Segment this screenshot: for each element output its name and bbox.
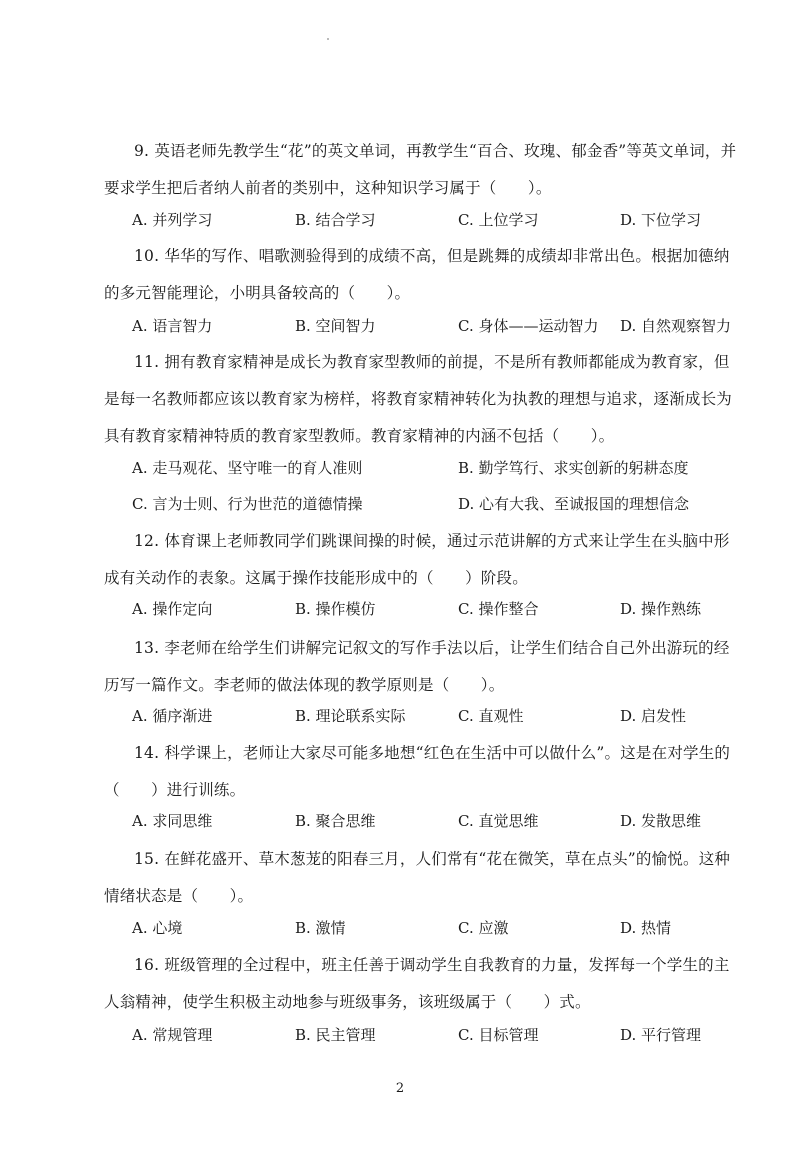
question-12-text: 12. 体育课上老师教同学们跳课间操的时候，通过示范讲解的方式来让学生在头脑中形成有关动作的表象。这属于操作技能形成中的（ ）阶段。 [104,532,730,587]
q9-option-d: D. 下位学习 [620,211,702,229]
q14-option-a: A. 求同思维 [132,812,213,830]
q15-option-b: B. 激情 [295,919,346,937]
q16-option-b: B. 民主管理 [295,1026,376,1044]
q10-option-c: C. 身体——运动智力 [458,317,599,335]
q10-option-a: A. 语言智力 [132,317,213,335]
q15-option-d: D. 热情 [620,919,672,937]
scan-speck [327,38,329,40]
q11-option-d: D. 心有大我、至诚报国的理想信念 [458,495,690,513]
q16-option-d: D. 平行管理 [620,1026,702,1044]
question-13-text: 13. 李老师在给学生们讲解完记叙文的写作手法以后，让学生们结合自己外出游玩的经历写一篇作文。李老师的做法体现的教学原则是（ ）。 [104,639,730,694]
q13-option-a: A. 循序渐进 [132,707,213,725]
q9-option-a: A. 并列学习 [132,211,213,229]
question-16-options [132,1020,772,1050]
question-14-text: 14. 科学课上，老师让大家尽可能多地想“红色在生活中可以做什么”。这是在对学生的（ ）进行训练。 [104,744,731,799]
question-14-options [132,806,772,836]
q16-option-a: A. 常规管理 [132,1026,213,1044]
q15-option-c: C. 应激 [458,919,509,937]
q10-option-b: B. 空间智力 [295,317,376,335]
question-9-options [132,205,772,235]
q13-option-b: B. 理论联系实际 [295,707,406,725]
question-11-options-row2 [132,489,772,519]
q15-option-a: A. 心境 [132,919,183,937]
q9-option-c: C. 上位学习 [458,211,539,229]
question-15-options [132,913,772,943]
q10-option-d: D. 自然观察智力 [620,317,732,335]
question-12-options [132,594,772,624]
q12-option-a: A. 操作定向 [132,600,213,618]
page-number: 2 [395,1081,405,1096]
q14-option-d: D. 发散思维 [620,812,702,830]
q12-option-d: D. 操作熟练 [620,600,702,618]
q11-option-a: A. 走马观花、坚守唯一的育人准则 [132,459,363,477]
q12-option-b: B. 操作模仿 [295,600,376,618]
question-10-text: 10. 华华的写作、唱歌测验得到的成绩不高，但是跳舞的成绩却非常出色。根据加德纳的多元智能理论，小明具备较高的（ ）。 [104,247,730,302]
q14-option-b: B. 聚合思维 [295,812,376,830]
question-13-options [132,701,772,731]
q14-option-c: C. 直觉思维 [458,812,539,830]
question-15-text: 15. 在鲜花盛开、草木葱茏的阳春三月，人们常有“花在微笑，草在点头”的愉悦。这种情绪状态是（ ）。 [104,850,731,905]
q13-option-c: C. 直观性 [458,707,524,725]
question-11-text: 11. 拥有教育家精神是成长为教育家型教师的前提，不是所有教师都能成为教育家，但是每一名教师都应该以教育家为榜样，将教育家精神转化为执教的理想与追求，逐渐成长为具有教育家精神特质的教育家型教师。教育家精神的内涵不包括（ ）。 [104,353,733,445]
question-11-options-row1 [132,453,772,483]
question-10-options [132,311,772,341]
q9-option-b: B. 结合学习 [295,211,376,229]
q16-option-c: C. 目标管理 [458,1026,539,1044]
q13-option-d: D. 启发性 [620,707,687,725]
question-16-text: 16. 班级管理的全过程中，班主任善于调动学生自我教育的力量，发挥每一个学生的主人翁精神，使学生积极主动地参与班级事务，该班级属于（ ）式。 [104,956,730,1011]
q12-option-c: C. 操作整合 [458,600,539,618]
q11-option-c: C. 言为士则、行为世范的道德情操 [132,495,363,513]
q11-option-b: B. 勤学笃行、求实创新的躬耕态度 [458,459,689,477]
question-9-text: 9. 英语老师先教学生“花”的英文单词，再教学生“百合、玫瑰、郁金香”等英文单词，并要求学生把后者纳人前者的类别中，这种知识学习属于（ ）。 [104,142,737,197]
